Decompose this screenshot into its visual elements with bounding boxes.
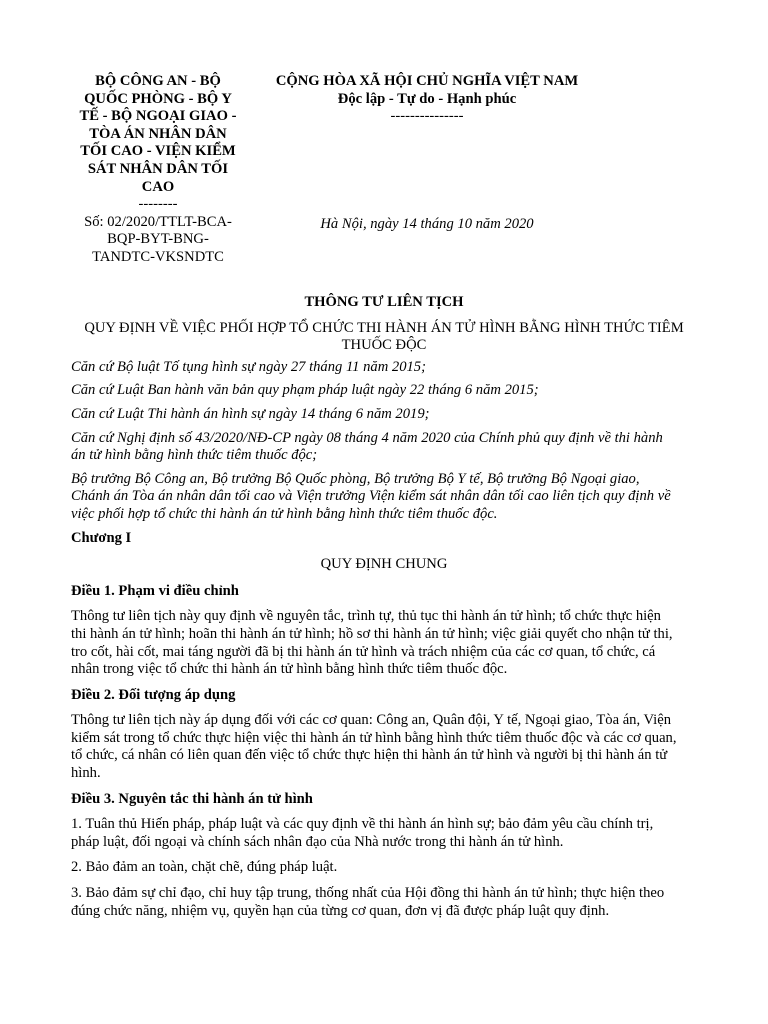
issuing-agency-block (66, 73, 250, 267)
document-number (66, 214, 250, 267)
text-line: tro cốt, hài cốt, mai táng người đã bị thi hành án tử hình và trách nhiệm của các cơ quan, tổ chức, cá (71, 643, 656, 660)
article-1-paragraph (71, 608, 697, 678)
issuing-statement (71, 471, 697, 524)
document-number-line: Số: 02/2020/TTLT-BCA- (84, 213, 232, 230)
agency-line: TẾ - BỘ NGOẠI GIAO - (79, 108, 237, 125)
text-line: tổ chức, cá nhân có liên quan đến việc tổ chức thực hiện thi hành án tử hình và người bị thi hành án tử (71, 747, 668, 764)
text-line: pháp luật, đối ngoại và chính sách nhân đạo của Nhà nước trong thi hành án tử hình. (71, 833, 564, 850)
legal-basis (71, 430, 697, 465)
text-line: Thông tư liên tịch này áp dụng đối với các cơ quan: Công an, Quân đội, Y tế, Ngoại giao, Tòa án, Viện (71, 712, 672, 729)
agency-line: TỐI CAO - VIỆN KIỂM (80, 143, 236, 160)
document-body (71, 294, 697, 928)
basis-line: án tử hình bằng hình thức tiêm thuốc độc; (71, 447, 318, 464)
document-title-line: THUỐC ĐỘC (341, 337, 427, 354)
legal-basis (71, 359, 697, 377)
motto-separator: --------------- (390, 108, 464, 125)
chapter-title: QUY ĐỊNH CHUNG (320, 556, 448, 573)
text-line: 3. Bảo đảm sự chỉ đạo, chỉ huy tập trung, thống nhất của Hội đồng thi hành án tử hình; thực hiện theo (71, 885, 665, 902)
issuing-agency (66, 73, 250, 196)
article-3-clause-2 (71, 859, 697, 877)
legal-basis (71, 406, 697, 424)
basis-line: việc phối hợp tổ chức thi hành án tử hình bằng hình thức tiêm thuốc độc. (71, 505, 498, 522)
issue-date: Hà Nội, ngày 14 tháng 10 năm 2020 (320, 216, 534, 232)
agency-line: CAO (141, 178, 175, 195)
article-2-title: Điều 2. Đối tượng áp dụng (71, 686, 236, 703)
document-title (71, 320, 697, 355)
article-3-clause-1 (71, 816, 697, 851)
basis-line: Chánh án Tòa án nhân dân tối cao và Viện trưởng Viện kiểm sát nhân dân tối cao liên tịch quy định về (71, 488, 671, 505)
basis-line: Bộ trưởng Bộ Công an, Bộ trưởng Bộ Quốc phòng, Bộ trưởng Bộ Y tế, Bộ trưởng Bộ Ngoại giao, (71, 470, 640, 487)
legal-basis (71, 382, 697, 400)
agency-line: TÒA ÁN NHÂN DÂN (89, 125, 227, 142)
country-name: CỘNG HÒA XÃ HỘI CHỦ NGHĨA VIỆT NAM (275, 73, 579, 89)
document-number-line: BQP-BYT-BNG- (107, 231, 209, 248)
article-3-clause-3 (71, 885, 697, 920)
text-line: Thông tư liên tịch này quy định về nguyên tắc, trình tự, thủ tục thi hành án tử hình; tổ chức thực hiện (71, 608, 661, 625)
article-2-paragraph (71, 712, 697, 782)
agency-line: BỘ CÔNG AN - BỘ (95, 73, 221, 89)
basis-line: Căn cứ Bộ luật Tố tụng hình sự ngày 27 tháng 11 năm 2015; (71, 358, 426, 375)
text-line: 1. Tuân thủ Hiến pháp, pháp luật và các quy định về thi hành án hình sự; bảo đảm yêu cầu chính trị, (71, 816, 654, 833)
agency-line: SÁT NHÂN DÂN TỐI (87, 160, 229, 177)
document-type: THÔNG TƯ LIÊN TỊCH (304, 294, 464, 310)
basis-line: Căn cứ Luật Thi hành án hình sự ngày 14 tháng 6 năm 2019; (71, 405, 430, 422)
basis-line: Căn cứ Luật Ban hành văn bản quy phạm pháp luật ngày 22 tháng 6 năm 2015; (71, 382, 539, 399)
document-title-line: QUY ĐỊNH VỀ VIỆC PHỐI HỢP TỔ CHỨC THI HÀNH ÁN TỬ HÌNH BẰNG HÌNH THỨC TIÊM (84, 319, 684, 336)
basis-line: Căn cứ Nghị định số 43/2020/NĐ-CP ngày 08 tháng 4 năm 2020 của Chính phủ quy định về thi hành (71, 429, 663, 446)
chapter-heading: Chương I (71, 529, 132, 546)
agency-line: QUỐC PHÒNG - BỘ Y (84, 90, 232, 107)
text-line: thi hành án tử hình; hoãn thi hành án tử hình; hồ sơ thi hành án tử hình; việc giải quyết cho nhận tử thi, (71, 625, 673, 642)
text-line: nhân trong việc tổ chức thi hành án tử hình bằng hình thức tiêm thuốc độc. (71, 661, 508, 678)
text-line: hình. (71, 765, 101, 782)
text-line: đúng chức năng, nhiệm vụ, quyền hạn của từng cơ quan, đơn vị đã được pháp luật quy định. (71, 902, 610, 919)
text-line: kiểm sát trong tổ chức thực hiện việc thi hành án tử hình bằng hình thức tiêm thuốc độc và các cơ quan, (71, 729, 677, 746)
document-number-line: TANDTC-VKSNDTC (92, 248, 224, 265)
text-line: 2. Bảo đảm an toàn, chặt chẽ, đúng pháp luật. (71, 859, 338, 876)
national-header-block (258, 73, 596, 232)
national-motto: Độc lập - Tự do - Hạnh phúc (337, 90, 517, 107)
article-3-title: Điều 3. Nguyên tắc thi hành án tử hình (71, 790, 313, 807)
article-1-title: Điều 1. Phạm vi điều chỉnh (71, 582, 239, 599)
agency-separator: -------- (138, 196, 178, 213)
